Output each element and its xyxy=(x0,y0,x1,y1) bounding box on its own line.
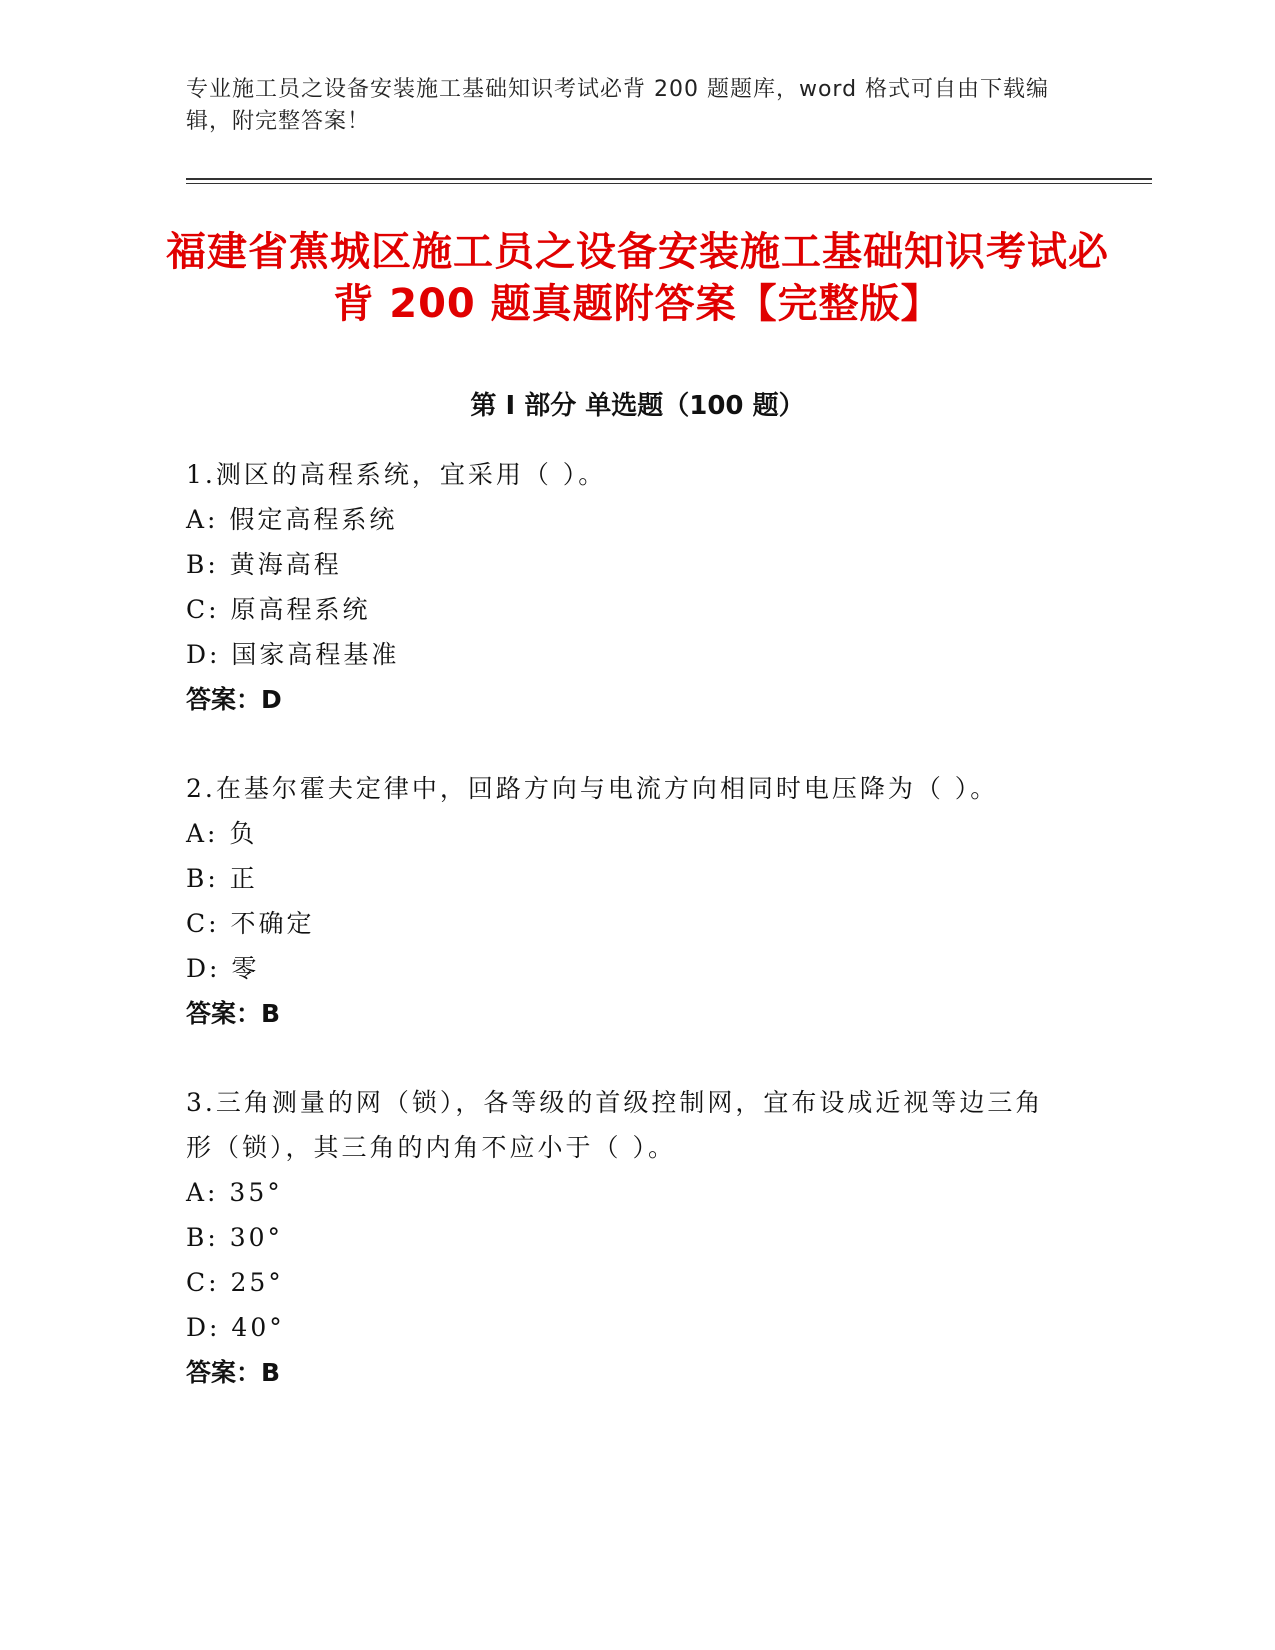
header-divider-thick xyxy=(186,178,1152,180)
option-d: D: 40° xyxy=(186,1313,285,1342)
question-stem: 1.测区的高程系统，宜采用（ ）。 xyxy=(186,460,607,489)
question-block xyxy=(186,452,1066,722)
option-b: B: 正 xyxy=(186,864,258,893)
option-b: B: 黄海高程 xyxy=(186,550,342,579)
option-d: D: 零 xyxy=(186,954,260,983)
header-divider-thin xyxy=(186,183,1152,184)
section-heading: 第 I 部分 单选题（100 题） xyxy=(470,391,805,421)
answer-line: 答案：D xyxy=(186,685,282,714)
question-block xyxy=(186,1080,1066,1395)
option-c: C: 原高程系统 xyxy=(186,595,371,624)
document-title: 福建省蕉城区施工员之设备安装施工基础知识考试必背 200 题真题附答案【完整版】 xyxy=(166,229,1109,327)
option-d: D: 国家高程基准 xyxy=(186,640,400,669)
question-stem: 3.三角测量的网（锁），各等级的首级控制网，宜布设成近视等边三角形（锁），其三角的内角不应小于（ ）。 xyxy=(186,1088,1044,1162)
question-stem: 2.在基尔霍夫定律中，回路方向与电流方向相同时电压降为（ ）。 xyxy=(186,774,999,803)
option-a: A: 35° xyxy=(186,1178,283,1207)
option-b: B: 30° xyxy=(186,1223,284,1252)
answer-line: 答案：B xyxy=(186,999,281,1028)
option-c: C: 25° xyxy=(186,1268,284,1297)
option-c: C: 不确定 xyxy=(186,909,315,938)
question-block xyxy=(186,766,1066,1036)
answer-line: 答案：B xyxy=(186,1358,281,1387)
option-a: A: 假定高程系统 xyxy=(186,505,398,534)
option-a: A: 负 xyxy=(186,819,258,848)
page-header-text: 专业施工员之设备安装施工基础知识考试必背 200 题题库，word 格式可自由下载编辑，附完整答案！ xyxy=(186,77,1050,134)
